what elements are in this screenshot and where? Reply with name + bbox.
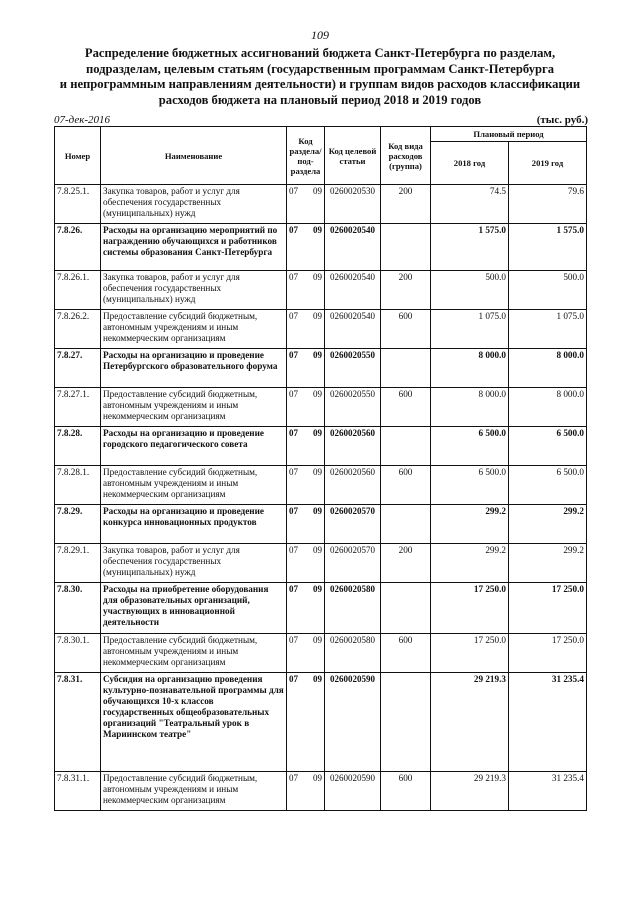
page-number: 109 — [311, 28, 329, 42]
row-number: 7.8.27. — [55, 349, 101, 388]
row-section: 07 — [289, 635, 298, 645]
table-row — [55, 388, 587, 427]
row-subsection: 09 — [313, 186, 322, 196]
row-section-code — [287, 310, 325, 349]
row-section-code — [287, 634, 325, 673]
row-number: 7.8.26.1. — [55, 271, 101, 310]
row-section: 07 — [289, 545, 298, 555]
row-target-code: 0260020580 — [325, 583, 381, 634]
row-amount-2018: 8 000.0 — [431, 388, 509, 427]
row-section: 07 — [289, 428, 298, 438]
row-expense-kind — [381, 427, 431, 466]
row-expense-kind — [381, 505, 431, 544]
row-amount-2018: 299.2 — [431, 505, 509, 544]
row-expense-kind: 200 — [381, 271, 431, 310]
row-number: 7.8.29.1. — [55, 544, 101, 583]
row-target-code: 0260020540 — [325, 310, 381, 349]
row-section-code — [287, 427, 325, 466]
row-name: Предоставление субсидий бюджетным, автономным учреждениям и иным некоммерческим организациям — [101, 634, 287, 673]
row-subsection: 09 — [313, 773, 322, 783]
row-expense-kind: 200 — [381, 544, 431, 583]
table-row — [55, 772, 587, 811]
row-section: 07 — [289, 584, 298, 594]
row-section: 07 — [289, 186, 298, 196]
row-amount-2019: 31 235.4 — [509, 772, 587, 811]
table-row — [55, 466, 587, 505]
row-amount-2018: 8 000.0 — [431, 349, 509, 388]
table-row — [55, 349, 587, 388]
row-subsection: 09 — [313, 467, 322, 477]
row-name: Субсидия на организацию проведения культурно-познавательной программы для обучающихся 10-х классов государственных общеобразовательных организаций "Театральный урок в Мариинском театре" — [101, 673, 287, 772]
row-section-code — [287, 271, 325, 310]
row-expense-kind: 600 — [381, 466, 431, 505]
row-amount-2019: 1 075.0 — [509, 310, 587, 349]
row-expense-kind: 600 — [381, 388, 431, 427]
table-row — [55, 583, 587, 634]
row-expense-kind: 600 — [381, 634, 431, 673]
row-target-code: 0260020550 — [325, 349, 381, 388]
row-section: 07 — [289, 272, 298, 282]
row-amount-2019: 17 250.0 — [509, 634, 587, 673]
row-number: 7.8.28.1. — [55, 466, 101, 505]
row-amount-2019: 8 000.0 — [509, 388, 587, 427]
table-row — [55, 673, 587, 772]
row-amount-2018: 29 219.3 — [431, 673, 509, 772]
row-subsection: 09 — [313, 506, 322, 516]
row-target-code: 0260020580 — [325, 634, 381, 673]
row-number: 7.8.25.1. — [55, 185, 101, 224]
table-row — [55, 224, 587, 271]
table-body — [55, 185, 587, 811]
row-amount-2019: 79.6 — [509, 185, 587, 224]
row-amount-2019: 17 250.0 — [509, 583, 587, 634]
row-amount-2018: 74.5 — [431, 185, 509, 224]
row-target-code: 0260020570 — [325, 544, 381, 583]
document-date: 07-дек-2016 — [54, 114, 111, 126]
budget-table — [54, 126, 587, 811]
table-row — [55, 505, 587, 544]
row-amount-2019: 6 500.0 — [509, 466, 587, 505]
row-number: 7.8.26. — [55, 224, 101, 271]
header-year-2018: 2018 год — [431, 142, 509, 185]
row-amount-2019: 8 000.0 — [509, 349, 587, 388]
row-number: 7.8.30.1. — [55, 634, 101, 673]
row-amount-2019: 299.2 — [509, 544, 587, 583]
row-subsection: 09 — [313, 635, 322, 645]
row-target-code: 0260020540 — [325, 271, 381, 310]
row-expense-kind — [381, 224, 431, 271]
row-amount-2018: 1 575.0 — [431, 224, 509, 271]
row-section-code — [287, 349, 325, 388]
header-planned-period: Плановый период — [431, 127, 587, 142]
row-amount-2019: 500.0 — [509, 271, 587, 310]
row-subsection: 09 — [313, 584, 322, 594]
row-amount-2018: 6 500.0 — [431, 466, 509, 505]
row-subsection: 09 — [313, 428, 322, 438]
row-expense-kind: 600 — [381, 310, 431, 349]
table-row — [55, 544, 587, 583]
row-amount-2019: 299.2 — [509, 505, 587, 544]
row-section-code — [287, 185, 325, 224]
row-name: Предоставление субсидий бюджетным, автономным учреждениям и иным некоммерческим организациям — [101, 772, 287, 811]
document-title — [40, 46, 600, 108]
row-section: 07 — [289, 311, 298, 321]
row-name: Расходы на приобретение оборудования для образовательных организаций, участвующих в инновационной деятельности — [101, 583, 287, 634]
row-expense-kind — [381, 583, 431, 634]
row-amount-2018: 299.2 — [431, 544, 509, 583]
row-amount-2018: 17 250.0 — [431, 634, 509, 673]
row-name: Расходы на организацию мероприятий по награждению обучающихся и работников системы образования Санкт-Петербурга — [101, 224, 287, 271]
title-line: и непрограммным направлениям деятельности) и группам видов расходов классификации — [59, 77, 581, 92]
row-subsection: 09 — [313, 545, 322, 555]
row-name: Расходы на организацию и проведение конкурса инновационных продуктов — [101, 505, 287, 544]
row-subsection: 09 — [313, 272, 322, 282]
row-amount-2018: 17 250.0 — [431, 583, 509, 634]
row-name: Закупка товаров, работ и услуг для обеспечения государственных (муниципальных) нужд — [101, 185, 287, 224]
row-section-code — [287, 673, 325, 772]
row-target-code: 0260020570 — [325, 505, 381, 544]
row-expense-kind: 200 — [381, 185, 431, 224]
row-number: 7.8.28. — [55, 427, 101, 466]
title-line: расходов бюджета на плановый период 2018 и 2019 годов — [158, 92, 482, 107]
row-section: 07 — [289, 674, 298, 684]
row-amount-2018: 6 500.0 — [431, 427, 509, 466]
row-expense-kind — [381, 349, 431, 388]
row-section: 07 — [289, 389, 298, 399]
row-name: Закупка товаров, работ и услуг для обеспечения государственных (муниципальных) нужд — [101, 544, 287, 583]
row-section: 07 — [289, 773, 298, 783]
row-section-code — [287, 772, 325, 811]
row-section: 07 — [289, 350, 298, 360]
row-section: 07 — [289, 506, 298, 516]
row-amount-2018: 1 075.0 — [431, 310, 509, 349]
table-row — [55, 271, 587, 310]
units-label: (тыс. руб.) — [536, 114, 588, 126]
row-name: Предоставление субсидий бюджетным, автономным учреждениям и иным некоммерческим организациям — [101, 310, 287, 349]
row-target-code: 0260020530 — [325, 185, 381, 224]
title-line: Распределение бюджетных ассигнований бюджета Санкт-Петербурга по разделам, — [84, 46, 556, 60]
header-number: Номер — [55, 127, 101, 185]
row-number: 7.8.31. — [55, 673, 101, 772]
row-section-code — [287, 544, 325, 583]
header-target-code: Код целевой статьи — [325, 127, 381, 185]
row-name: Предоставление субсидий бюджетным, автономным учреждениям и иным некоммерческим организациям — [101, 388, 287, 427]
table-row — [55, 427, 587, 466]
row-section-code — [287, 505, 325, 544]
row-number: 7.8.31.1. — [55, 772, 101, 811]
row-subsection: 09 — [313, 389, 322, 399]
row-target-code: 0260020590 — [325, 772, 381, 811]
header-name: Наименование — [101, 127, 287, 185]
row-amount-2019: 1 575.0 — [509, 224, 587, 271]
row-amount-2019: 31 235.4 — [509, 673, 587, 772]
row-name: Расходы на организацию и проведение Петербургского образовательного форума — [101, 349, 287, 388]
row-amount-2018: 29 219.3 — [431, 772, 509, 811]
table-row — [55, 634, 587, 673]
row-name: Закупка товаров, работ и услуг для обеспечения государственных (муниципальных) нужд — [101, 271, 287, 310]
row-expense-kind: 600 — [381, 772, 431, 811]
row-section: 07 — [289, 467, 298, 477]
header-expense-kind-code: Код вида расходов (группа) — [381, 127, 431, 185]
row-name: Расходы на организацию и проведение городского педагогического совета — [101, 427, 287, 466]
row-section-code — [287, 466, 325, 505]
row-subsection: 09 — [313, 350, 322, 360]
row-name: Предоставление субсидий бюджетным, автономным учреждениям и иным некоммерческим организациям — [101, 466, 287, 505]
row-target-code: 0260020540 — [325, 224, 381, 271]
header-section-code: Код раздела/ под-раздела — [287, 127, 325, 185]
row-subsection: 09 — [313, 225, 322, 235]
row-expense-kind — [381, 673, 431, 772]
row-section: 07 — [289, 225, 298, 235]
row-number: 7.8.27.1. — [55, 388, 101, 427]
row-amount-2018: 500.0 — [431, 271, 509, 310]
row-number: 7.8.29. — [55, 505, 101, 544]
row-number: 7.8.30. — [55, 583, 101, 634]
row-target-code: 0260020560 — [325, 466, 381, 505]
row-target-code: 0260020560 — [325, 427, 381, 466]
row-amount-2019: 6 500.0 — [509, 427, 587, 466]
header-year-2019: 2019 год — [509, 142, 587, 185]
table-row — [55, 185, 587, 224]
row-number: 7.8.26.2. — [55, 310, 101, 349]
row-subsection: 09 — [313, 311, 322, 321]
row-subsection: 09 — [313, 674, 322, 684]
row-target-code: 0260020590 — [325, 673, 381, 772]
row-target-code: 0260020550 — [325, 388, 381, 427]
title-line: подразделам, целевым статьям (государственным программам Санкт-Петербурга — [85, 61, 555, 76]
row-section-code — [287, 388, 325, 427]
row-section-code — [287, 224, 325, 271]
row-section-code — [287, 583, 325, 634]
table-row — [55, 310, 587, 349]
